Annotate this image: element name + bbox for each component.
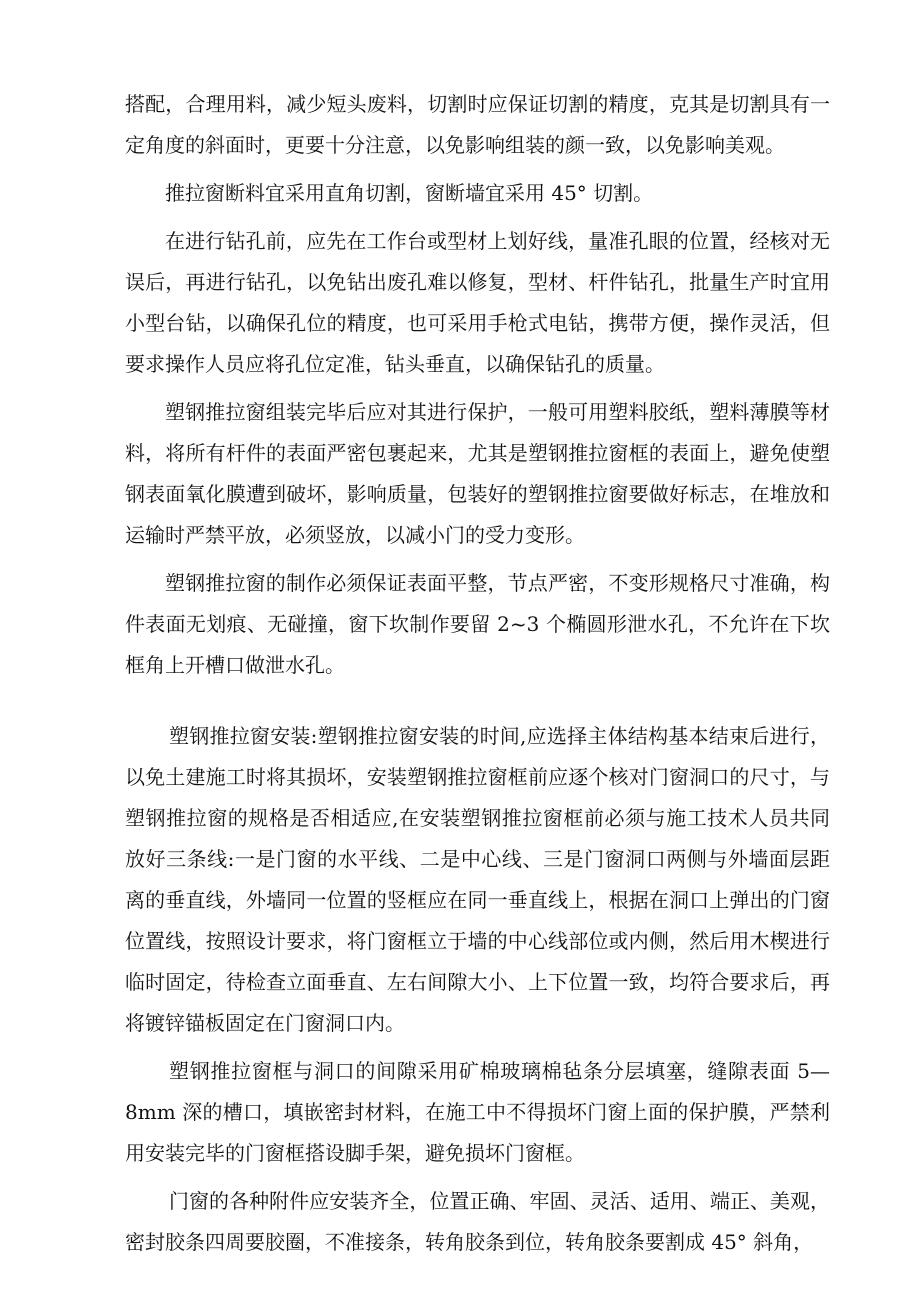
- paragraph-7: 塑钢推拉窗框与洞口的间隙采用矿棉玻璃棉毡条分层填塞，缝隙表面 5—8mm 深的槽口，填嵌密封材料，在施工中不得损坏门窗上面的保护膜，严禁利用安装完毕的门窗框搭设脚手架，避免损坏门窗框。: [125, 1059, 830, 1165]
- paragraph-4: 塑钢推拉窗组装完毕后应对其进行保护，一般可用塑料胶纸，塑料薄膜等材料，将所有杆件的表面严密包裹起来，尤其是塑钢推拉窗框的表面上，避免使塑钢表面氧化膜遭到破坏，影响质量，包装好的塑钢推拉窗要做好标志，在堆放和运输时严禁平放，必须竖放，以减小门的受力变形。: [125, 400, 830, 547]
- paragraph-5: 塑钢推拉窗的制作必须保证表面平整，节点严密，不变形规格尺寸准确，构件表面无划痕、无碰撞，窗下坎制作要留 2~3 个椭圆形泄水孔，不允许在下坎框角上开槽口做泄水孔。: [125, 571, 830, 677]
- paragraph-1: 搭配，合理用料，减少短头废料，切割时应保证切割的精度，克其是切割具有一定角度的斜面时，更要十分注意，以免影响组装的颜一致，以免影响美观。: [125, 92, 830, 157]
- paragraph-6: 塑钢推拉窗安装:塑钢推拉窗安装的时间,应选择主体结构基本结束后进行，以免土建施工时将其损坏，安装塑钢推拉窗框前应逐个核对门窗洞口的尺寸，与塑钢推拉窗的规格是否相适应,在安装塑钢推拉窗框前必须与施工技术人员共同放好三条线:一是门窗的水平线、二是中心线、三是门窗洞口两侧与外墙面层距离的垂直线，外墙同一位置的竖框应在同一垂直线上，根据在洞口上弹出的门窗位置线，按照设计要求，将门窗框立于墙的中心线部位或内侧，然后用木楔进行临时固定，待检查立面垂直、左右间隙大小、上下位置一致，均符合要求后，再将镀锌锚板固定在门窗洞口内。: [125, 724, 830, 1035]
- paragraph-2: 推拉窗断料宜采用直角切割，窗断墙宜采用 45° 切割。: [165, 181, 654, 205]
- document-body: [125, 84, 830, 1270]
- paragraph-8: 门窗的各种附件应安装齐全，位置正确、牢固、灵活、适用、端正、美观，密封胶条四周要胶圈，不准接条，转角胶条到位，转角胶条要割成 45° 斜角，: [125, 1189, 830, 1254]
- paragraph-3: 在进行钻孔前，应先在工作台或型材上划好线，量准孔眼的位置，经核对无误后，再进行钻孔，以免钻出废孔难以修复，型材、杆件钻孔，批量生产时宜用小型台钻，以确保孔位的精度，也可采用手枪式电钻，携带方便，操作灵活，但要求操作人员应将孔位定准，钻头垂直，以确保钻孔的质量。: [125, 229, 830, 376]
